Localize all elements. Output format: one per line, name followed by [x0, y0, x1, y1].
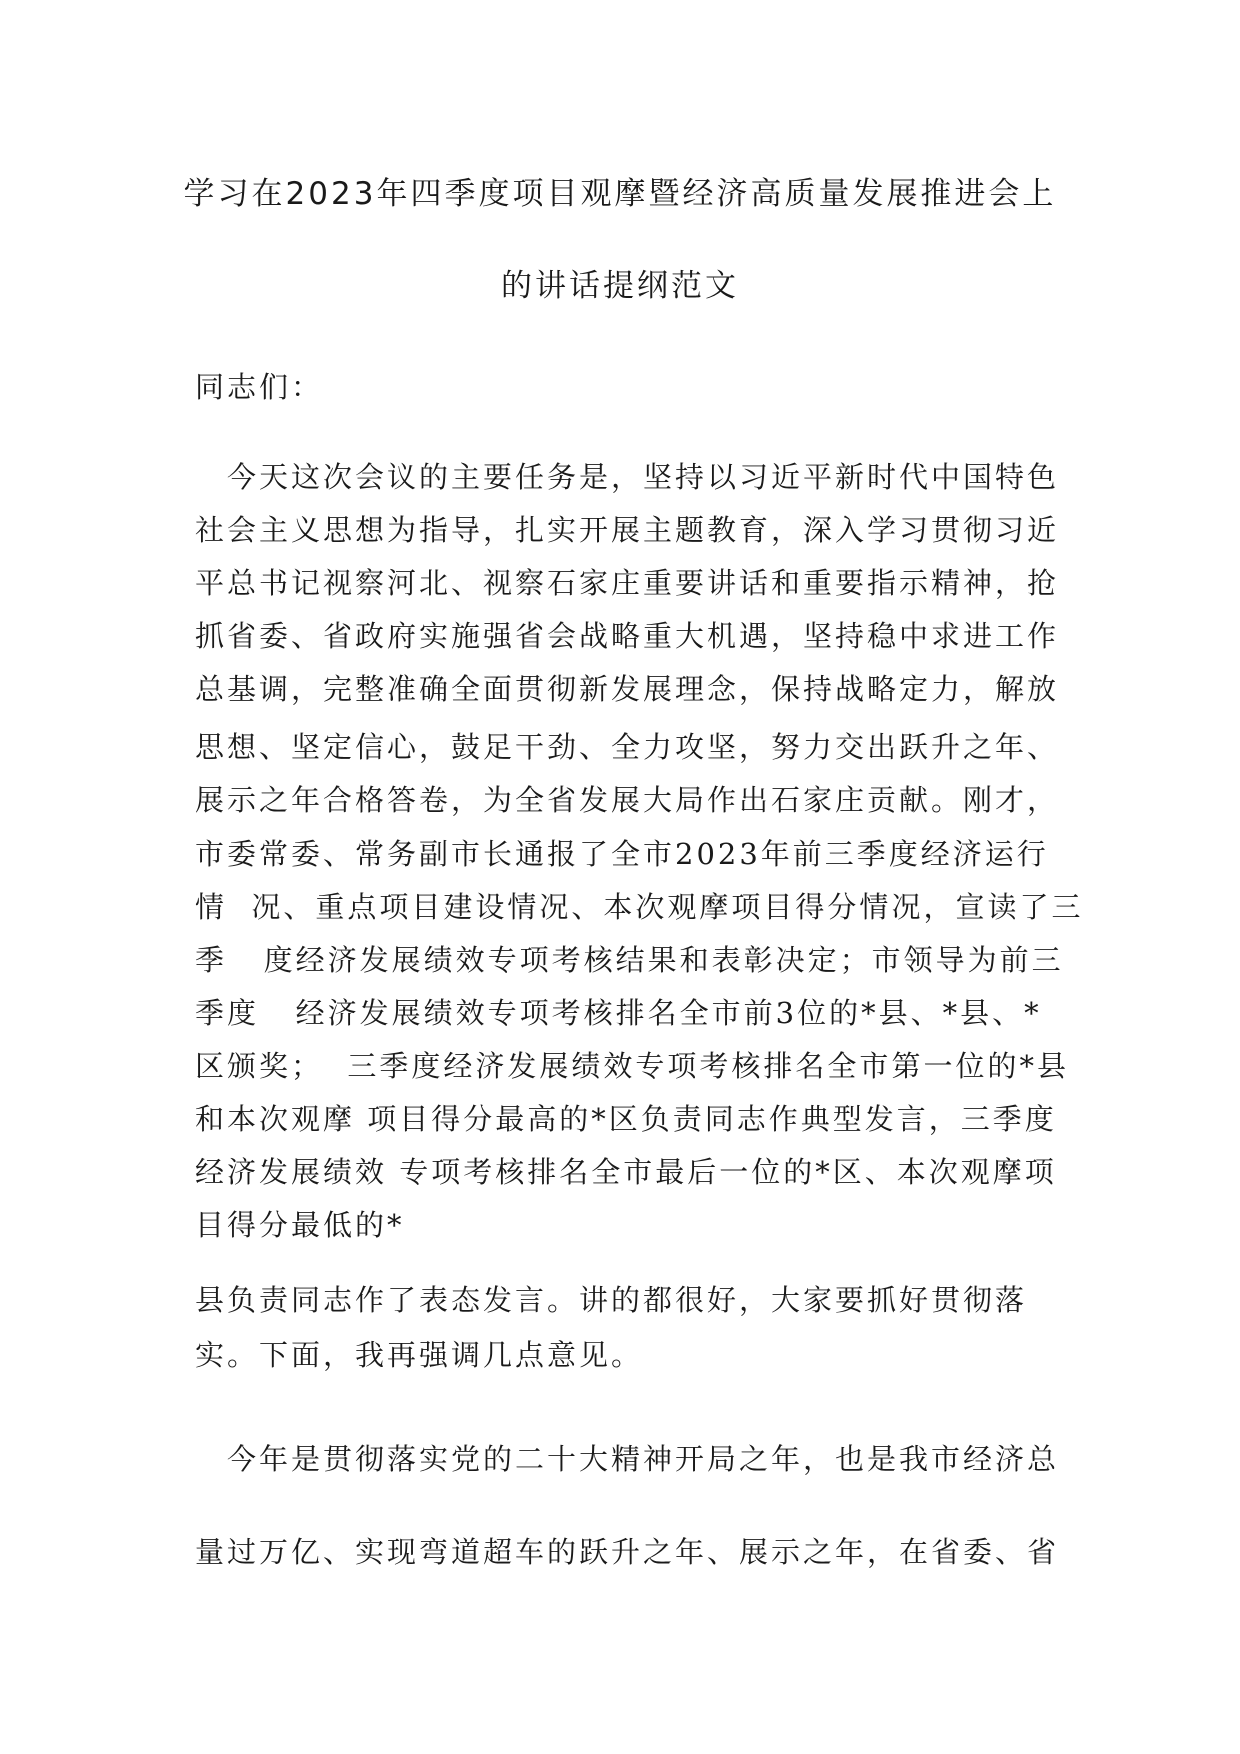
document-title-line-1: 学习在2023年四季度项目观摩暨经济高质量发展推进会上	[183, 176, 1057, 212]
paragraph-line: 市委常委、常务副市长通报了全市2023年前三季度经济运行	[195, 837, 1049, 871]
greeting: 同志们：	[195, 370, 324, 404]
paragraph-line: 实。下面，我再强调几点意见。	[195, 1338, 644, 1372]
paragraph-line: 量过万亿、实现弯道超车的跃升之年、展示之年，在省委、省	[195, 1535, 1060, 1569]
paragraph-line: 季度 经济发展绩效专项考核排名全市前3位的*县、*县、*	[195, 996, 1042, 1030]
paragraph-line: 今天这次会议的主要任务是，坚持以习近平新时代中国特色	[195, 460, 1060, 494]
paragraph-line: 经济发展绩效 专项考核排名全市最后一位的*区、本次观摩项	[195, 1155, 1057, 1189]
paragraph-line: 情 况、重点项目建设情况、本次观摩项目得分情况，宣读了三	[195, 890, 1084, 924]
paragraph-line: 目得分最低的*	[195, 1208, 405, 1242]
paragraph-line: 社会主义思想为指导，扎实开展主题教育，深入学习贯彻习近	[195, 513, 1060, 547]
paragraph-line: 县负责同志作了表态发言。讲的都很好，大家要抓好贯彻落	[195, 1283, 1028, 1317]
paragraph-line: 和本次观摩 项目得分最高的*区负责同志作典型发言，三季度	[195, 1102, 1057, 1136]
paragraph-line: 思想、坚定信心，鼓足干劲、全力攻坚，努力交出跃升之年、	[195, 730, 1060, 764]
paragraph-line: 总基调，完整准确全面贯彻新发展理念，保持战略定力，解放	[195, 672, 1060, 706]
paragraph-line: 展示之年合格答卷，为全省发展大局作出石家庄贡献。刚才，	[195, 783, 1060, 817]
paragraph-line: 今年是贯彻落实党的二十大精神开局之年，也是我市经济总	[195, 1442, 1060, 1476]
paragraph-line: 季 度经济发展绩效专项考核结果和表彰决定；市领导为前三	[195, 943, 1064, 977]
paragraph-line: 区颁奖； 三季度经济发展绩效专项考核排名全市第一位的*县	[195, 1049, 1069, 1083]
paragraph-line: 平总书记视察河北、视察石家庄重要讲话和重要指示精神，抢	[195, 566, 1060, 600]
paragraph-line: 抓省委、省政府实施强省会战略重大机遇，坚持稳中求进工作	[195, 619, 1060, 653]
document-title-line-2: 的讲话提纲范文	[501, 268, 739, 304]
